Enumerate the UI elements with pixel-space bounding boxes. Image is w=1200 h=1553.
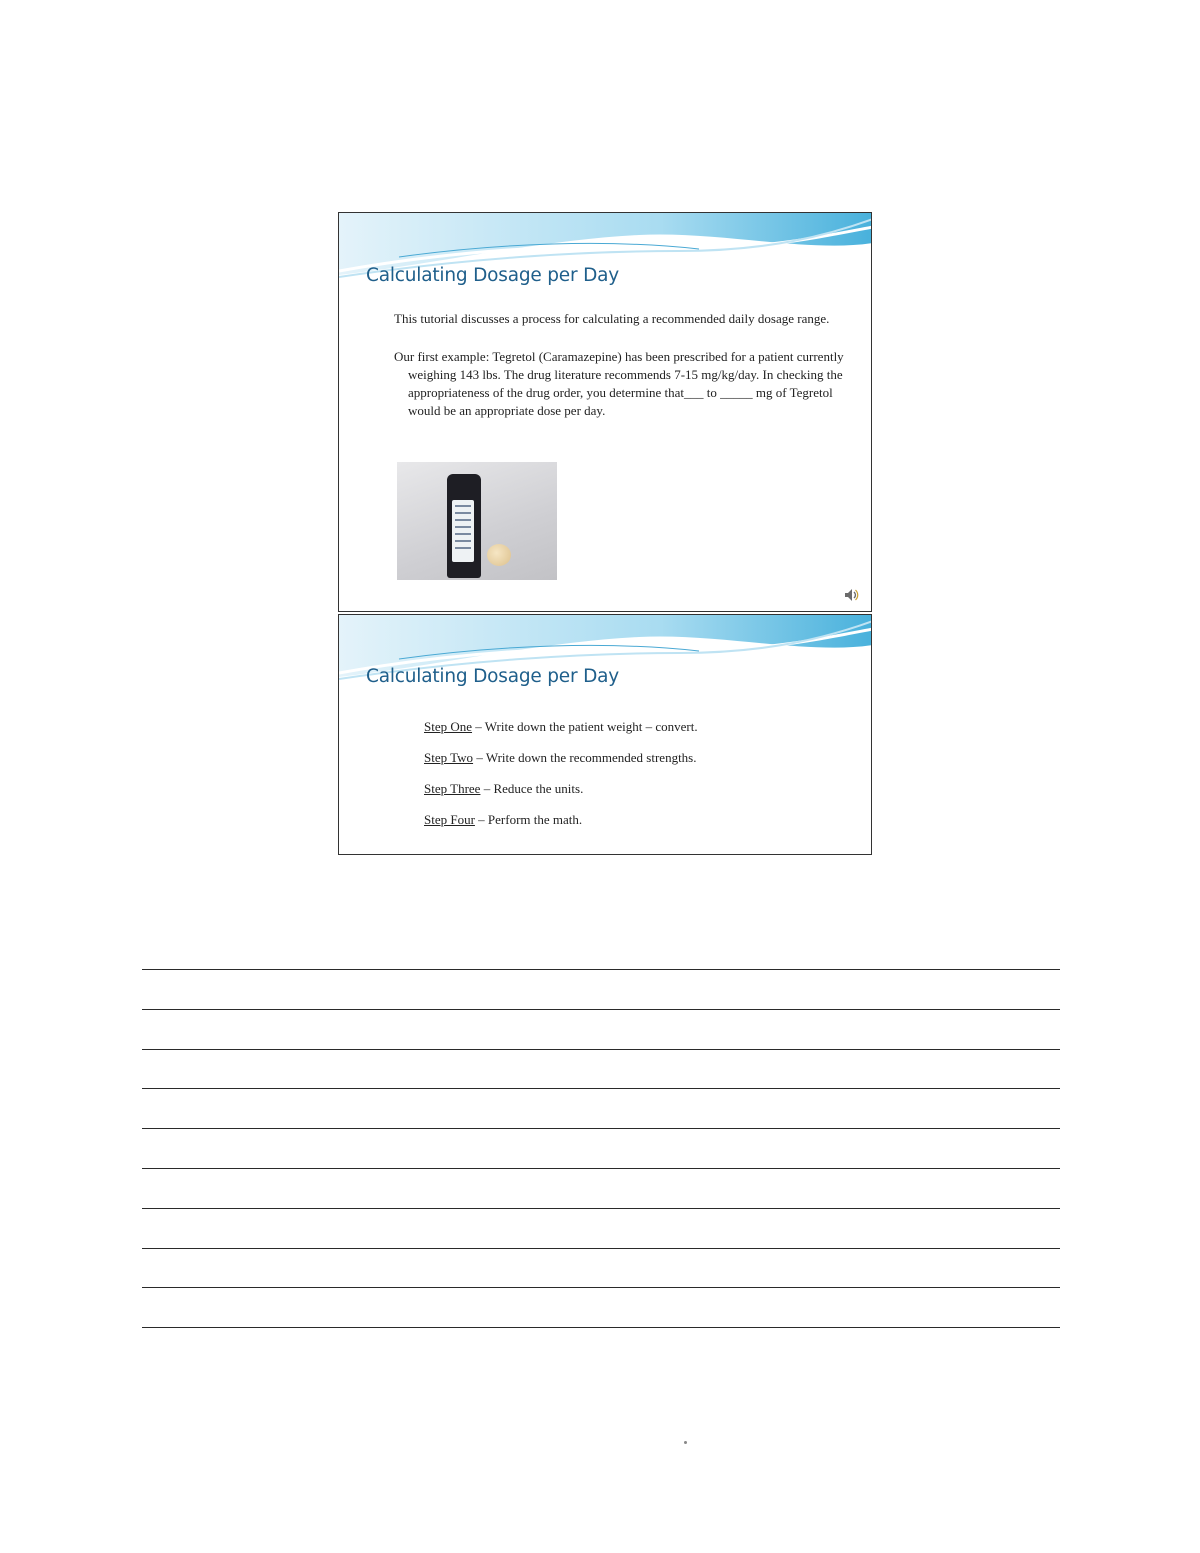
bottle-label — [452, 500, 474, 562]
step-name: Step Two — [424, 750, 474, 765]
note-line — [142, 1009, 1060, 1010]
slide-2 — [338, 614, 872, 855]
step-text: – Perform the math. — [474, 812, 583, 827]
step-item — [424, 773, 698, 804]
slide-title: Calculating Dosage per Day — [366, 666, 619, 687]
example-paragraph: Our first example: Tegretol (Caramazepine) has been prescribed for a patient currently weighing 143 lbs. The drug literature recommends 7-15 mg/kg/day. In checking the appropriateness of the drug order, you determine that___ to _____ mg of Tegretol would be an appropriate dose per day. — [394, 349, 844, 418]
note-line — [142, 1168, 1060, 1169]
step-name: Step Four — [424, 812, 475, 827]
step-name: Step Three — [424, 781, 481, 796]
slide-title: Calculating Dosage per Day — [366, 265, 619, 286]
scan-speck — [684, 1441, 687, 1444]
slide-1 — [338, 212, 872, 612]
note-line — [142, 1049, 1060, 1050]
tablet-shape — [487, 544, 511, 566]
step-text: – Write down the patient weight – convert. — [472, 719, 698, 734]
note-line — [142, 1248, 1060, 1249]
note-line — [142, 1208, 1060, 1209]
step-name: Step One — [424, 719, 473, 734]
step-item — [424, 742, 698, 773]
note-line — [142, 1088, 1060, 1089]
medicine-bottle-photo — [397, 462, 557, 580]
steps-list — [424, 711, 698, 835]
step-text: – Write down the recommended strengths. — [473, 750, 697, 765]
note-line — [142, 1128, 1060, 1129]
note-line — [142, 1327, 1060, 1328]
step-item — [424, 804, 698, 835]
speaker-icon[interactable] — [843, 587, 859, 603]
step-item — [424, 711, 698, 742]
intro-paragraph: This tutorial discusses a process for calculating a recommended daily dosage range. — [394, 311, 830, 326]
note-line — [142, 1287, 1060, 1288]
step-text: – Reduce the units. — [480, 781, 584, 796]
bottle-shape — [447, 474, 481, 578]
note-line — [142, 969, 1060, 970]
